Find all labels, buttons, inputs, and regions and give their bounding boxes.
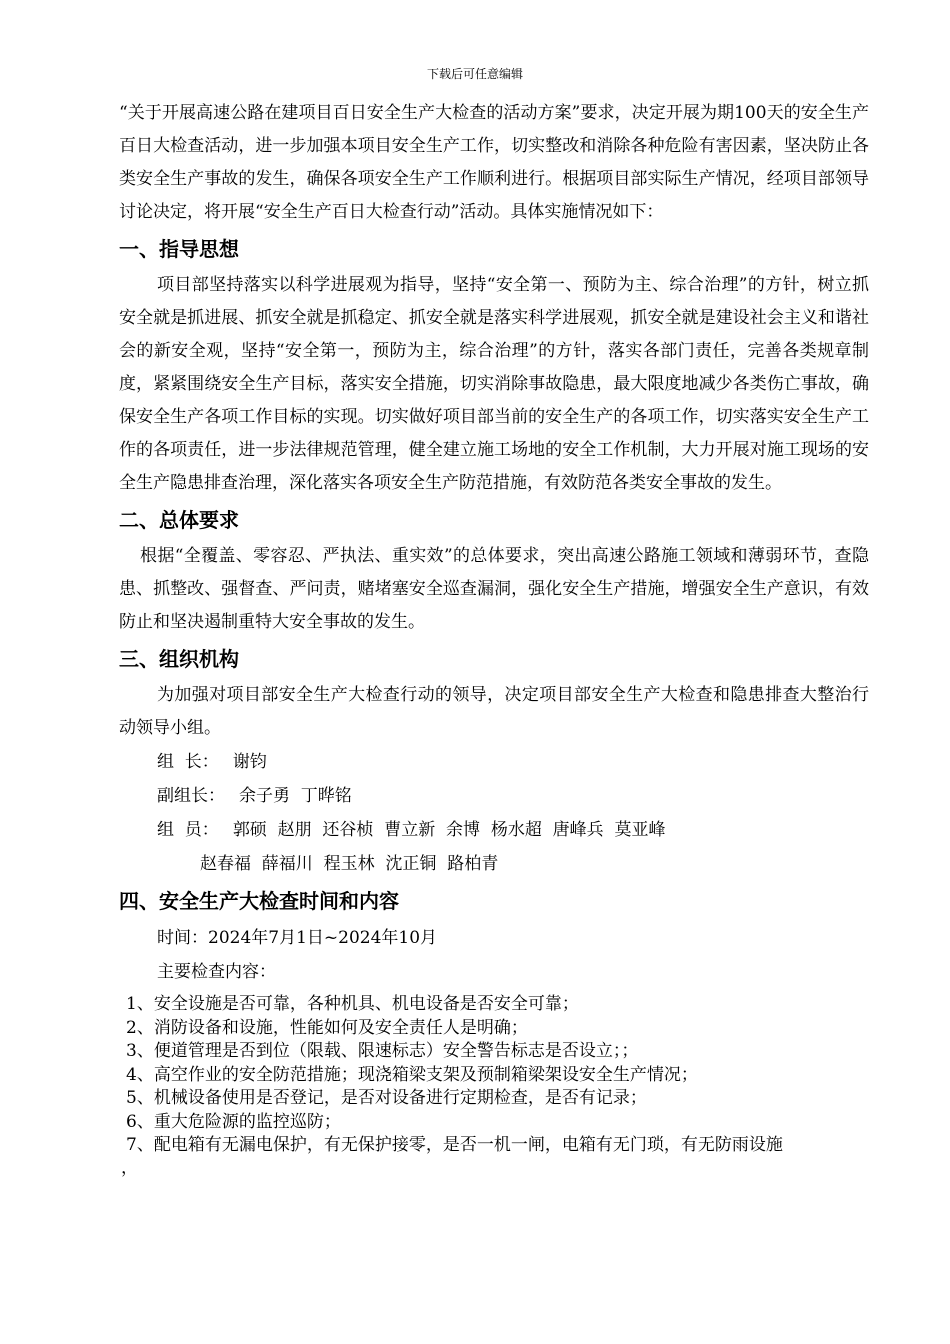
list-item: 2、消防设备和设施，性能如何及安全责任人是明确； — [126, 1017, 528, 1038]
inspection-list — [119, 993, 869, 1178]
list-item: 3、便道管理是否到位（限载、限速标志）安全警告标志是否设立；； — [126, 1041, 639, 1061]
leader-name: 谢钧 — [232, 752, 267, 772]
list-item: 1、安全设施是否可靠，各种机具、机电设备是否安全可靠； — [126, 994, 579, 1014]
section-title-inspection: 四、安全生产大检查时间和内容 — [119, 889, 399, 913]
members-names-1: 郭硕 赵朋 还谷桢 曹立新 余博 杨水超 唐峰兵 莫亚峰 — [232, 820, 666, 840]
members-label: 组 员： — [157, 820, 219, 840]
list-item: 5、机械设备使用是否登记，是否对设备进行定期检查，是否有记录； — [126, 1088, 647, 1108]
intro-paragraph: “关于开展高速公路在建项目百日安全生产大检查的活动方案”要求，决定开展为期100天的安全生产百日大检查活动，进一步加强本项目安全生产工作，切实整改和消除各种危险有害因素，坚决防止各类安全生产事故的发生，确保各项安全生产工作顺利进行。根据项目部实际生产情况，经项目部领导讨论决定，将开展“安全生产百日大检查行动”活动。具体实施情况如下： — [119, 103, 869, 222]
leader-label: 组 长： — [157, 752, 219, 772]
section-text-general-requirements: 根据“全覆盖、零容忍、严执法、重实效”的总体要求，突出高速公路施工领域和薄弱环节，查隐患、抓整改、强督查、严问责，赌堵塞安全巡查漏洞，强化安全生产措施，增强安全生产意识，有效防止和坚决遏制重特大安全事故的发生。 — [119, 546, 869, 632]
inspection-content-label: 主要检查内容： — [157, 962, 276, 982]
members-line — [119, 813, 869, 847]
trailing-comma: ， — [121, 1157, 138, 1178]
members-line-2 — [119, 847, 869, 881]
deputy-names: 余子勇 丁晔铭 — [239, 786, 352, 806]
section-title-organization: 三、组织机构 — [119, 647, 239, 671]
section-text-guiding-ideology: 项目部坚持落实以科学进展观为指导，坚持“安全第一、预防为主、综合治理”的方针，树立抓安全就是抓进展、抓安全就是抓稳定、抓安全就是落实科学进展观，抓安全就是建设社会主义和谐社会的新安全观，坚持“安全第一，预防为主，综合治理”的方针，落实各部门责任，完善各类规章制度，紧紧围绕安全生产目标，落实安全措施，切实消除事故隐患，最大限度地减少各类伤亡事故，确保安全生产各项工作目标的实现。切实做好项目部当前的安全生产的各项工作，切实落实安全生产工作的各项责任，进一步法律规范管理，健全建立施工场地的安全工作机制，大力开展对施工现场的安全生产隐患排查治理，深化落实各项安全生产防范措施，有效防范各类安全事故的发生。 — [119, 275, 869, 493]
leader-line — [119, 745, 869, 779]
section-title-general-requirements: 二、总体要求 — [119, 508, 239, 532]
deputy-label: 副组长： — [157, 786, 225, 806]
document-body — [119, 97, 869, 1178]
list-item: 4、高空作业的安全防范措施；现浇箱梁支架及预制箱梁架设安全生产情况； — [126, 1064, 698, 1085]
list-item: 6、重大危险源的监控巡防； — [126, 1111, 341, 1132]
list-item: 7、配电箱有无漏电保护，有无保护接零，是否一机一闸，电箱有无门琐，有无防雨设施 — [126, 1135, 783, 1155]
deputy-line — [119, 779, 869, 813]
inspection-time: 时间：2024年7月1日~2024年10月 — [157, 928, 438, 948]
section-title-guiding-ideology: 一、指导思想 — [119, 237, 239, 261]
page-header: 下载后可任意编辑 — [426, 67, 523, 81]
section-text-organization: 为加强对项目部安全生产大检查行动的领导，决定项目部安全生产大检查和隐患排查大整治行动领导小组。 — [119, 685, 869, 738]
members-names-2: 赵春福 薛福川 程玉林 沈正铜 路柏青 — [200, 854, 499, 874]
